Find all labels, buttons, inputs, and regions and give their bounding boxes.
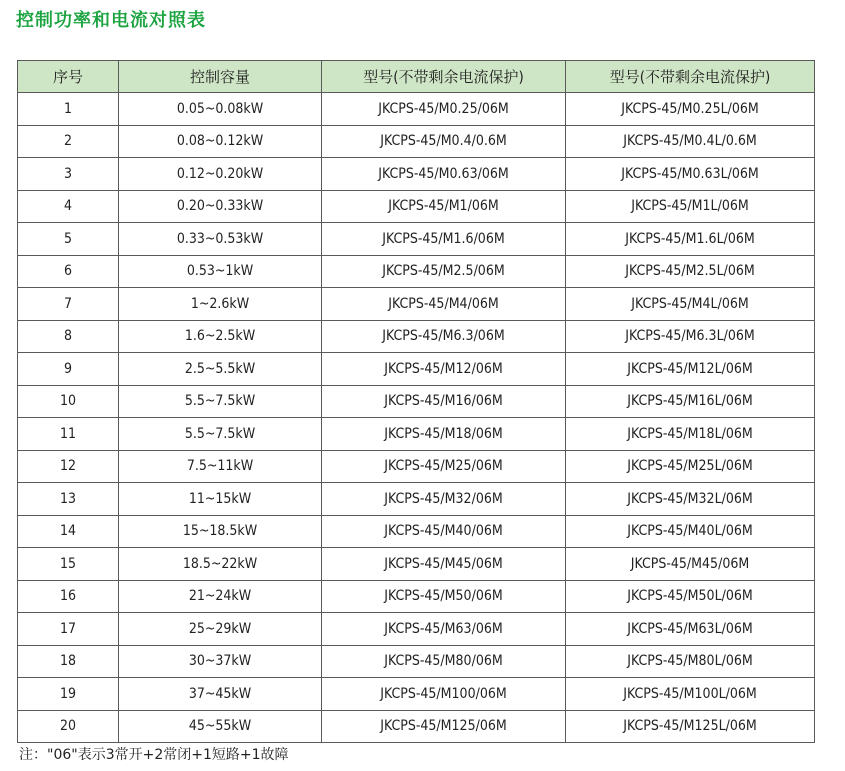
cell-index: 20 bbox=[18, 710, 119, 743]
cell-model: JKCPS-45/M1.6/06M bbox=[322, 223, 566, 256]
cell-model: JKCPS-45/M40/06M bbox=[322, 515, 566, 548]
cell-model: JKCPS-45/M6.3/06M bbox=[322, 320, 566, 353]
header-capacity: 控制容量 bbox=[119, 61, 322, 93]
cell-model-l: JKCPS-45/M125L/06M bbox=[566, 710, 815, 743]
cell-model-l: JKCPS-45/M40L/06M bbox=[566, 515, 815, 548]
table-row bbox=[18, 450, 815, 483]
table-row bbox=[18, 158, 815, 191]
cell-model: JKCPS-45/M63/06M bbox=[322, 613, 566, 646]
cell-capacity: 18.5~22kW bbox=[119, 548, 322, 581]
cell-capacity: 0.33~0.53kW bbox=[119, 223, 322, 256]
cell-model: JKCPS-45/M4/06M bbox=[322, 288, 566, 321]
cell-model: JKCPS-45/M2.5/06M bbox=[322, 255, 566, 288]
cell-capacity: 25~29kW bbox=[119, 613, 322, 646]
cell-model-l: JKCPS-45/M0.4L/0.6M bbox=[566, 125, 815, 158]
cell-capacity: 5.5~7.5kW bbox=[119, 418, 322, 451]
cell-index: 11 bbox=[18, 418, 119, 451]
cell-capacity: 0.12~0.20kW bbox=[119, 158, 322, 191]
cell-model: JKCPS-45/M0.63/06M bbox=[322, 158, 566, 191]
cell-capacity: 30~37kW bbox=[119, 645, 322, 678]
cell-index: 15 bbox=[18, 548, 119, 581]
table-row bbox=[18, 385, 815, 418]
cell-model-l: JKCPS-45/M0.25L/06M bbox=[566, 93, 815, 126]
cell-capacity: 0.20~0.33kW bbox=[119, 190, 322, 223]
header-model-l: 型号(不带剩余电流保护) bbox=[566, 61, 815, 93]
table-row bbox=[18, 678, 815, 711]
cell-model: JKCPS-45/M16/06M bbox=[322, 385, 566, 418]
table-row bbox=[18, 255, 815, 288]
table-row bbox=[18, 320, 815, 353]
table-row bbox=[18, 418, 815, 451]
cell-model-l: JKCPS-45/M12L/06M bbox=[566, 353, 815, 386]
cell-index: 4 bbox=[18, 190, 119, 223]
cell-model-l: JKCPS-45/M4L/06M bbox=[566, 288, 815, 321]
cell-model: JKCPS-45/M0.25/06M bbox=[322, 93, 566, 126]
table-header-row bbox=[18, 61, 815, 93]
cell-model: JKCPS-45/M1/06M bbox=[322, 190, 566, 223]
cell-capacity: 37~45kW bbox=[119, 678, 322, 711]
cell-model-l: JKCPS-45/M50L/06M bbox=[566, 580, 815, 613]
cell-index: 2 bbox=[18, 125, 119, 158]
table-row bbox=[18, 548, 815, 581]
page-title: 控制功率和电流对照表 bbox=[16, 10, 206, 31]
cell-model-l: JKCPS-45/M100L/06M bbox=[566, 678, 815, 711]
cell-capacity: 45~55kW bbox=[119, 710, 322, 743]
cell-model-l: JKCPS-45/M1.6L/06M bbox=[566, 223, 815, 256]
cell-model: JKCPS-45/M125/06M bbox=[322, 710, 566, 743]
cell-model-l: JKCPS-45/M16L/06M bbox=[566, 385, 815, 418]
cell-index: 8 bbox=[18, 320, 119, 353]
cell-index: 19 bbox=[18, 678, 119, 711]
cell-index: 1 bbox=[18, 93, 119, 126]
cell-model-l: JKCPS-45/M6.3L/06M bbox=[566, 320, 815, 353]
cell-capacity: 2.5~5.5kW bbox=[119, 353, 322, 386]
cell-model-l: JKCPS-45/M2.5L/06M bbox=[566, 255, 815, 288]
cell-model: JKCPS-45/M50/06M bbox=[322, 580, 566, 613]
cell-capacity: 21~24kW bbox=[119, 580, 322, 613]
table-row bbox=[18, 223, 815, 256]
cell-model-l: JKCPS-45/M32L/06M bbox=[566, 483, 815, 516]
table-row bbox=[18, 613, 815, 646]
table-row bbox=[18, 645, 815, 678]
header-model: 型号(不带剩余电流保护) bbox=[322, 61, 566, 93]
cell-model-l: JKCPS-45/M18L/06M bbox=[566, 418, 815, 451]
cell-capacity: 0.08~0.12kW bbox=[119, 125, 322, 158]
cell-capacity: 11~15kW bbox=[119, 483, 322, 516]
table-row bbox=[18, 483, 815, 516]
table-body bbox=[18, 93, 815, 743]
cell-capacity: 15~18.5kW bbox=[119, 515, 322, 548]
cell-capacity: 0.05~0.08kW bbox=[119, 93, 322, 126]
table-row bbox=[18, 93, 815, 126]
cell-model: JKCPS-45/M18/06M bbox=[322, 418, 566, 451]
cell-model: JKCPS-45/M45/06M bbox=[322, 548, 566, 581]
cell-model: JKCPS-45/M0.4/0.6M bbox=[322, 125, 566, 158]
cell-index: 7 bbox=[18, 288, 119, 321]
cell-model: JKCPS-45/M25/06M bbox=[322, 450, 566, 483]
cell-model: JKCPS-45/M32/06M bbox=[322, 483, 566, 516]
cell-index: 3 bbox=[18, 158, 119, 191]
cell-capacity: 5.5~7.5kW bbox=[119, 385, 322, 418]
cell-index: 10 bbox=[18, 385, 119, 418]
cell-capacity: 7.5~11kW bbox=[119, 450, 322, 483]
table-row bbox=[18, 288, 815, 321]
cell-index: 6 bbox=[18, 255, 119, 288]
cell-capacity: 0.53~1kW bbox=[119, 255, 322, 288]
header-index: 序号 bbox=[18, 61, 119, 93]
table-row bbox=[18, 710, 815, 743]
cell-model: JKCPS-45/M100/06M bbox=[322, 678, 566, 711]
cell-model-l: JKCPS-45/M80L/06M bbox=[566, 645, 815, 678]
cell-model: JKCPS-45/M80/06M bbox=[322, 645, 566, 678]
table-row bbox=[18, 515, 815, 548]
cell-index: 5 bbox=[18, 223, 119, 256]
cell-model: JKCPS-45/M12/06M bbox=[322, 353, 566, 386]
control-power-current-table bbox=[17, 60, 815, 743]
footnote: 注："06"表示3常开+2常闭+1短路+1故障 bbox=[19, 747, 289, 763]
cell-model-l: JKCPS-45/M45/06M bbox=[566, 548, 815, 581]
cell-model-l: JKCPS-45/M63L/06M bbox=[566, 613, 815, 646]
table-row bbox=[18, 190, 815, 223]
cell-index: 13 bbox=[18, 483, 119, 516]
cell-index: 17 bbox=[18, 613, 119, 646]
table-row bbox=[18, 125, 815, 158]
cell-index: 16 bbox=[18, 580, 119, 613]
cell-model-l: JKCPS-45/M25L/06M bbox=[566, 450, 815, 483]
cell-index: 14 bbox=[18, 515, 119, 548]
cell-model-l: JKCPS-45/M1L/06M bbox=[566, 190, 815, 223]
cell-index: 9 bbox=[18, 353, 119, 386]
cell-capacity: 1.6~2.5kW bbox=[119, 320, 322, 353]
cell-capacity: 1~2.6kW bbox=[119, 288, 322, 321]
table-row bbox=[18, 580, 815, 613]
table-row bbox=[18, 353, 815, 386]
cell-model-l: JKCPS-45/M0.63L/06M bbox=[566, 158, 815, 191]
cell-index: 12 bbox=[18, 450, 119, 483]
cell-index: 18 bbox=[18, 645, 119, 678]
